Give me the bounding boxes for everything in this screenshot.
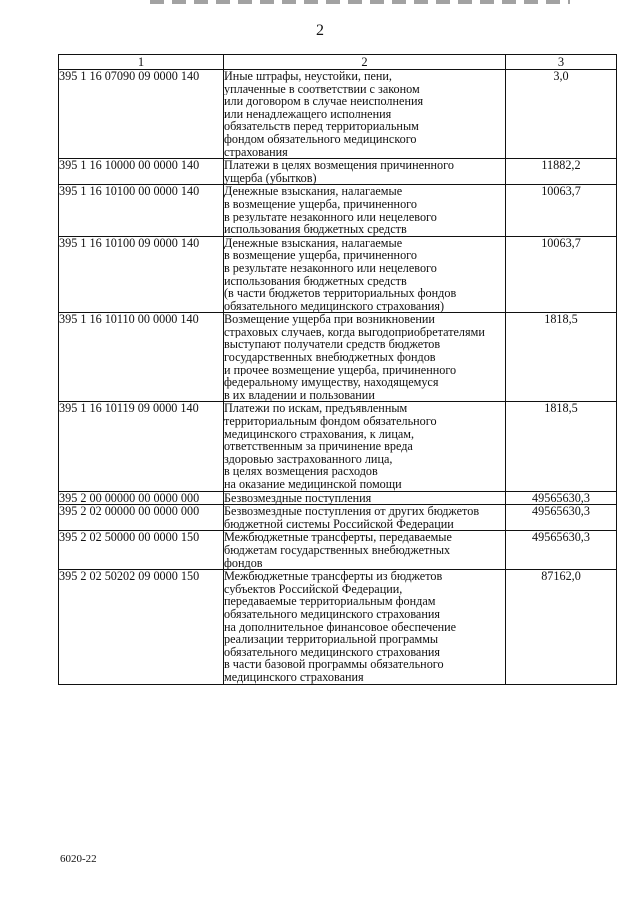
revenue-item-name-line: обязательного медицинского страхования (224, 645, 440, 659)
budget-classification-code: 395 2 00 00000 00 0000 000 (59, 491, 224, 505)
revenue-item-name-line: страховых случаев, когда выгодоприобретателями (224, 325, 485, 339)
revenue-item-name-line: Иные штрафы, неустойки, пени, (224, 70, 392, 83)
table-row (59, 159, 617, 185)
amount-value: 3,0 (506, 70, 617, 159)
amount-value: 49565630,3 (506, 531, 617, 570)
revenue-item-name (224, 70, 506, 159)
revenue-item-name-line: Безвозмездные поступления от других бюджетов (224, 505, 480, 518)
budget-classification-code: 395 1 16 07090 09 0000 140 (59, 70, 224, 159)
revenue-item-name-line: фондов (224, 556, 263, 570)
revenue-item-name (224, 505, 506, 531)
revenue-item-name-line: субъектов Российской Федерации, (224, 582, 403, 596)
revenue-item-name-line: обязательств перед территориальным (224, 120, 419, 133)
table-row (59, 491, 617, 505)
column-header-code: 1 (59, 55, 224, 70)
amount-value: 1818,5 (506, 402, 617, 491)
revenue-item-name-line: медицинского страхования, к лицам, (224, 427, 415, 441)
revenue-item-name-line: в целях возмещения расходов (224, 465, 378, 478)
budget-classification-code: 395 1 16 10110 00 0000 140 (59, 313, 224, 402)
table-row (59, 236, 617, 313)
revenue-item-name-line: Денежные взыскания, налагаемые (224, 185, 403, 198)
revenue-item-name-line: выступают получатели средств бюджетов (224, 338, 441, 352)
budget-classification-code: 395 2 02 00000 00 0000 000 (59, 505, 224, 531)
revenue-item-name-line: Межбюджетные трансферты из бюджетов (224, 570, 443, 583)
amount-value: 11882,2 (506, 159, 617, 185)
revenue-item-name-line: страхования (224, 145, 288, 159)
budget-classification-code: 395 2 02 50202 09 0000 150 (59, 570, 224, 684)
revenue-item-name-line: Денежные взыскания, налагаемые (224, 236, 403, 250)
revenue-item-name-line: Платежи в целях возмещения причиненного (224, 159, 454, 172)
revenue-item-name-line: бюджетам государственных внебюджетных (224, 543, 451, 557)
revenue-item-name (224, 313, 506, 402)
revenue-item-name-line: Безвозмездные поступления (224, 491, 372, 505)
revenue-item-name-line: в части базовой программы обязательного (224, 658, 444, 671)
table-row (59, 70, 617, 159)
budget-classification-code: 395 2 02 50000 00 0000 150 (59, 531, 224, 570)
budget-revenue-table (58, 54, 617, 685)
revenue-item-name (224, 159, 506, 185)
table-row (59, 185, 617, 236)
revenue-item-name-line: территориальным фондом обязательного (224, 415, 437, 428)
table-row (59, 570, 617, 684)
revenue-item-name-line: Платежи по искам, предъявленным (224, 402, 408, 416)
revenue-item-name (224, 236, 506, 313)
column-header-amount: 3 (506, 55, 617, 70)
revenue-item-name-line: Межбюджетные трансферты, передаваемые (224, 531, 452, 544)
revenue-item-name-line: обязательного медицинского страхования) (224, 299, 445, 313)
amount-value: 49565630,3 (506, 491, 617, 505)
budget-classification-code: 395 1 16 10000 00 0000 140 (59, 159, 224, 185)
revenue-item-name-line: или ненадлежащего исполнения (224, 107, 392, 121)
revenue-item-name (224, 531, 506, 570)
revenue-item-name-line: в результате незаконного или нецелевого (224, 210, 437, 224)
budget-classification-code: 395 1 16 10119 09 0000 140 (59, 402, 224, 491)
revenue-item-name-line: (в части бюджетов территориальных фондов (224, 287, 457, 300)
revenue-item-name-line: реализации территориальной программы (224, 633, 439, 646)
scan-top-artifact (150, 0, 570, 4)
revenue-item-name (224, 570, 506, 684)
amount-value: 1818,5 (506, 313, 617, 402)
revenue-item-name-line: использования бюджетных средств (224, 223, 407, 236)
column-header-name: 2 (224, 55, 506, 70)
revenue-item-name-line: здоровью застрахованного лица, (224, 452, 393, 466)
revenue-item-name (224, 185, 506, 236)
revenue-item-name-line: использования бюджетных средств (224, 274, 407, 288)
revenue-item-name-line: фондом обязательного медицинского (224, 132, 417, 146)
page-number: 2 (316, 22, 324, 39)
revenue-item-name (224, 402, 506, 491)
revenue-item-name-line: обязательного медицинского страхования (224, 607, 440, 621)
revenue-item-name-line: государственных внебюджетных фондов (224, 351, 436, 364)
revenue-item-name-line: и прочее возмещение ущерба, причиненного (224, 363, 457, 377)
amount-value: 10063,7 (506, 236, 617, 313)
table-row (59, 531, 617, 570)
revenue-item-name-line: в результате незаконного или нецелевого (224, 261, 437, 275)
revenue-item-name-line: федеральному имуществу, находящемуся (224, 376, 439, 389)
amount-value: 49565630,3 (506, 505, 617, 531)
revenue-item-name-line: в возмещение ущерба, причиненного (224, 197, 417, 211)
table-header-row (59, 55, 617, 70)
revenue-item-name (224, 491, 506, 505)
revenue-item-name-line: или договором в случае неисполнения (224, 95, 424, 108)
budget-classification-code: 395 1 16 10100 09 0000 140 (59, 236, 224, 313)
table-row (59, 505, 617, 531)
revenue-item-name-line: в их владении и пользовании (224, 388, 375, 402)
amount-value: 87162,0 (506, 570, 617, 684)
revenue-item-name-line: ответственным за причинение вреда (224, 440, 413, 453)
revenue-item-name-line: в возмещение ущерба, причиненного (224, 249, 417, 262)
amount-value: 10063,7 (506, 185, 617, 236)
revenue-item-name-line: бюджетной системы Российской Федерации (224, 517, 454, 531)
revenue-item-name-line: медицинского страхования (224, 670, 364, 684)
revenue-item-name-line: на оказание медицинской помощи (224, 478, 402, 491)
revenue-item-name-line: ущерба (убытков) (224, 171, 317, 185)
document-footer-code: 6020-22 (60, 853, 97, 865)
revenue-item-name-line: передаваемые территориальным фондам (224, 595, 436, 608)
table-row (59, 313, 617, 402)
table-row (59, 402, 617, 491)
revenue-item-name-line: на дополнительное финансовое обеспечение (224, 620, 457, 634)
revenue-item-name-line: уплаченные в соответствии с законом (224, 82, 420, 96)
budget-classification-code: 395 1 16 10100 00 0000 140 (59, 185, 224, 236)
revenue-item-name-line: Возмещение ущерба при возникновении (224, 313, 435, 326)
table-body (59, 70, 617, 685)
